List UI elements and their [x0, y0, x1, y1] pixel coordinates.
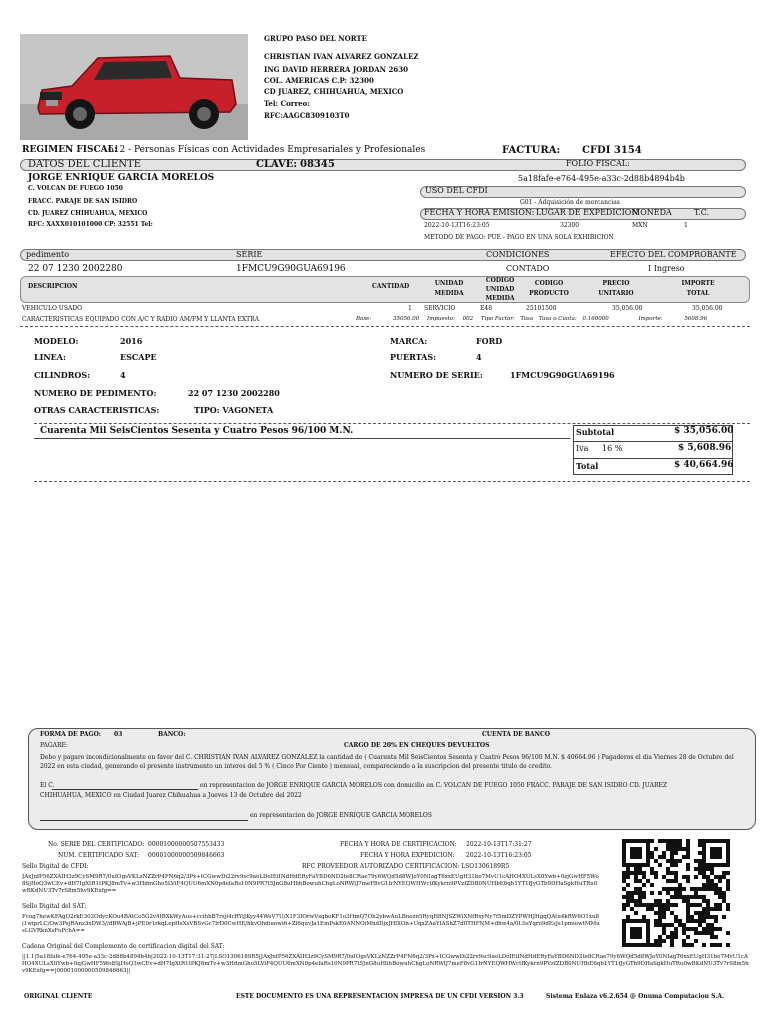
col-importe-total: IMPORTE TOTAL: [681, 280, 715, 297]
tax-tipo-label: Tipo Factor:: [480, 316, 515, 322]
row-unidad: SERVICIO: [424, 305, 456, 312]
tc-value: 1: [684, 222, 688, 229]
client-address-2: FRACC. PARAJE DE SAN ISIDRO: [28, 198, 138, 205]
totals-line-1: [573, 441, 733, 442]
datos-cliente-label: DATOS DEL CLIENTE: [28, 159, 141, 170]
client-address-1: C. VOLCAN DE FUEGO 1050: [28, 185, 123, 192]
clave-value: 08345: [300, 159, 335, 170]
issuer-owner: CHRISTIAN IVAN ALVAREZ GONZALEZ: [264, 52, 419, 61]
tc-label: T.C.: [694, 208, 710, 217]
issuer-colonia: COL. AMERICAS C.P: 32300: [264, 76, 374, 85]
row-codigo-unidad: E48: [480, 305, 493, 312]
subtotal-label: Subtotal: [576, 427, 615, 437]
forma-pago-label: FORMA DE PAGO:: [40, 731, 102, 738]
rfc-proveedor: RFC PROVEEDOR AUTORIZADO CERTIFICACION: LSO1306189R5: [302, 863, 510, 870]
uso-cfdi-value: G01 - Adquisición de mercancias: [520, 199, 620, 206]
pagare-text: Debo y pagare incondicionalmente en favor del C. CHRISTIAN IVAN ALVAREZ GONZALEZ la cantidad de ( Cuarenta Mil SeisCientos Sesenta y Cuatro Pesos 96/100 M.N. $ 40664.96 ) Pagaderos el dia Viernes 28 de Octubre del 2022 en esta ciudad, generando el presente instrumento un interes del 5 % ( Cinco Por Ciento ) mensual, compareciendo a la suscripcion del presente titulo de credito.: [40, 754, 734, 770]
issuer-rfc: RFC:AAGC8309103T0: [264, 111, 350, 120]
linea-value: ESCAPE: [120, 352, 157, 362]
pagare-representacion-2: en representacion de JORGE ENRIQUE GARCIA MORELOS: [250, 812, 432, 819]
sello-sat-value: Fcog7hewKFAgO2rkE302OdycKOu4BAtCo5G2v4tBXkWyAus+ccihhB7rsji4cRYiJKyy44WeV7U/X1F3IOrwVsqboKF1o3HmQ7Oh2ybwAuLBnozn5RyqH8NJSZWiXNfRxyNy7f5mDZYPWHJHgqQAtu4kRW6O1xu8j1wiprLC/Ow3PsjRAnz3xDW3//dBWAjB+jPE0r1rkqLepHsXsVBSvGc7lrD0CwHE/hkvOhdiuowi6+Zl6quvJa1EmPskE0ANNOiMndDjxJHlXOn+UqxZAaYIAShZ7d0THFNM+dhw4a/0LSsYqro9dEsJs1pmiewtMMusLGVRknXsFoPchA==: [22, 914, 600, 934]
factura-number: CFDI 3154: [582, 145, 642, 156]
efecto-label: EFECTO DEL COMPROBANTE: [610, 250, 737, 259]
client-address-3: CD. JUAREZ CHIHUAHUA, MEXICO: [28, 210, 148, 217]
num-cert-sat-label: NUM. CERTIFICADO SAT:: [58, 852, 140, 859]
iva-label: Iva: [576, 444, 589, 453]
issuer-tel: Tel: Correo:: [264, 99, 310, 108]
condiciones-value: CONTADO: [506, 264, 550, 273]
signature-line-1: [52, 789, 198, 790]
pedimento-label: pedimento: [26, 250, 70, 259]
otras-caracteristicas-value: TIPO: VAGONETA: [194, 405, 274, 415]
sello-cfdi-label: Sello Digital de CFDI:: [22, 863, 89, 870]
row-importe: 35,056.00: [692, 305, 723, 312]
lugar-expedicion-label: LUGAR DE EXPEDICION: [536, 208, 639, 217]
footer-representacion: ESTE DOCUMENTO ES UNA REPRESENTACION IMPRESA DE UN CFDI VERSION 3.3: [236, 993, 524, 1000]
condiciones-label: CONDICIONES: [486, 250, 550, 259]
num-cert-sat-value: 00001000000509846663: [148, 852, 225, 859]
banco-label: BANCO:: [158, 731, 186, 738]
col-cantidad: CANTIDAD: [372, 283, 410, 290]
row-codigo-producto: 25101500: [526, 305, 557, 312]
vehicle-photo: [20, 34, 248, 140]
clave-label: CLAVE:: [256, 159, 298, 170]
puertas-label: PUERTAS:: [390, 352, 437, 362]
issuer-name: GRUPO PASO DEL NORTE: [264, 34, 367, 43]
pickup-truck-icon: [20, 34, 248, 140]
tax-tipo-value: Tasa: [520, 316, 534, 322]
modelo-value: 2016: [120, 336, 143, 346]
uso-cfdi-label: USO DEL CFDI: [425, 186, 488, 195]
issuer-city: CD JUAREZ, CHIHUAHUA, MEXICO: [264, 87, 404, 96]
col-unidad-medida: UNIDAD MEDIDA: [434, 280, 464, 297]
moneda-label: MONEDA: [632, 208, 672, 217]
row-precio: 35,056.00: [612, 305, 643, 312]
col-codigo-unidad: CODIGO UNIDAD MEDIDA: [485, 277, 515, 302]
cadena-original-label: Cadena Original del Complemento de certificacion digital del SAT:: [22, 943, 225, 950]
pagare-label: PAGARE:: [40, 742, 68, 749]
factura-label: FACTURA:: [502, 145, 561, 156]
efecto-value: I Ingreso: [648, 264, 685, 273]
no-serie-cert-value: 00001000000507553433: [148, 841, 225, 848]
tax-tasa-value: 0.160000: [582, 316, 609, 322]
tax-importe-label: Importe:: [638, 316, 663, 322]
fecha-emision-label: FECHA Y HORA EMISION:: [424, 208, 535, 217]
col-descripcion: DESCRIPCION: [28, 283, 78, 290]
no-serie-cert-label: No. SERIE DEL CERTIFICADO:: [48, 841, 145, 848]
linea-label: LINEA:: [34, 352, 66, 362]
regimen-value: 612 - Personas Físicas con Actividades Empresariales y Profesionales: [108, 145, 426, 155]
otras-caracteristicas-label: OTRAS CARACTERISTICAS:: [34, 405, 160, 415]
numero-serie-value: 1FMCU9G90GUA69196: [510, 370, 615, 380]
numero-serie-label: NUMERO DE SERIE:: [390, 370, 483, 380]
pagare-representacion: en representacion de JORGE ENRIQUE GARCIA MORELOS con domicilio en C. VOLCAN DE FUEGO 1050 FRACC. PARAJE DE SAN ISIDRO CD. JUAREZ: [200, 782, 668, 789]
metodo-pago: METODO DE PAGO: PUE - PAGO EN UNA SOLA EXHIBICION: [424, 234, 614, 241]
moneda-value: MXN: [632, 222, 648, 229]
row-caracteristicas: CARACTERISTICAS EQUIPADO CON A/C Y RADIO AM/FM Y LLANTA EXTRA: [22, 316, 260, 323]
tax-base-value: 35056.00: [393, 316, 420, 322]
pagare-el-c: El C.: [40, 782, 55, 789]
regimen-label: REGIMEN FISCAL:: [22, 145, 118, 155]
signature-line-2: [40, 820, 248, 821]
totals-top-divider: [34, 423, 750, 424]
footer-sistema: Sistema Enlaza v6.2.654 @ Onuma Computacion S.A.: [546, 993, 725, 1000]
subtotal-value: $ 35,056.00: [674, 426, 734, 436]
client-rfc: RFC: XAXX010101000 CP: 32551 Tel:: [28, 221, 153, 228]
puertas-value: 4: [476, 352, 482, 362]
footer-original-cliente: ORIGINAL CLIENTE: [24, 993, 93, 1000]
pagare-ciudad: CHIHUAHUA, MEXICO en Ciudad Juarez Chihuahua a Jueves 13 de Octubre del 2022: [40, 792, 302, 799]
cadena-original-value: ||1.1|5a18fafe-e764-495e-a33c-2d88b4894b4b|2022-10-13T17:31:27|LSO1306189R5|JAxJnfP56ZXAIH3z9CySM9R7/0uIOgsVKLzNZZrP4FN6q2/3Px+tCGwwDi22rv9sc9aoLDoIEiINdHdERyFaYBD6ND2te8CRae79y6WQd5d8WJoY0NIagT6xxEUgH31bo7MvU1cAHO4XULsX0Ywb+0zjGwHF5Wo8SjHoQ3wCEv+dH7IgXtR1tPKJ8mTv+w3HdmGho5LViF4QUU6mXN0p4efaRs10N9PR7t5JnG8uHlihBowuhChgLoNRWlJ7meF8vG1IrNYEQWHWctfKykrn9PVzfZDB0NUHbE6qb1YT1fJyGTb9DHaSgkHuTRu0wBKdNU3Tv7rS8m5hv9KExfg==|00001000000509846663||: [22, 954, 749, 974]
tax-tasa-label: Tasa o Cuota:: [538, 316, 577, 322]
fecha-exp-value: 2022-10-13T16:23:05: [466, 852, 532, 859]
amount-in-words: Cuarenta Mil SeisCientos Sesenta y Cuatro Pesos 96/100 M.N.: [40, 426, 354, 436]
row-descripcion: VEHICULO USADO: [22, 305, 83, 312]
iva-percent: 16 %: [602, 444, 623, 453]
fecha-cert-value: 2022-10-13T17:31:27: [466, 841, 532, 848]
cargo-cheques-label: CARGO DE 20% EN CHEQUES DEVUELTOS: [344, 742, 490, 749]
cuenta-banco-label: CUENTA DE BANCO: [482, 731, 551, 738]
folio-fiscal-label: FOLIO FISCAL:: [566, 159, 630, 168]
totals-bottom-divider: [34, 481, 750, 482]
numero-pedimento-value: 22 07 1230 2002280: [188, 388, 280, 398]
folio-fiscal-value: 5a18fafe-e764-495e-a33c-2d88b4894b4b: [518, 174, 685, 183]
totals-line-2: [573, 458, 733, 459]
col-codigo-producto: CODIGO PRODUCTO: [529, 280, 569, 297]
tax-impuesto-label: Impuesto:: [427, 316, 455, 322]
row-tax-detail: [356, 316, 707, 322]
pedimento-value: 22 07 1230 2002280: [28, 264, 123, 274]
col-precio-unitario: PRECIO UNITARIO: [598, 280, 634, 297]
forma-pago-value: 03: [114, 731, 123, 738]
fecha-emision-value: 2022-10-13T16:23:05: [424, 222, 490, 229]
sello-cfdi-value: JAxJnfP56ZXAIH3z9CySM9R7/0uIOgsVKLzNZZrP4FN6q2/3Px+tCGwwDi22rv9sc9aoLDoIEiINdHdERyFaYBD6ND2te8CRae79y6WQd5d8WJoY0NIagT6xxEUgH31bo7MvU1cAHO4XULsX0Ywb+0zjGwHF5Wo8SjHoQ3wCEv+dH7IgXtR1tPKJ8mTv+w3HdmGho5LViF4QUU6mXN0p4efaRs10N9PR7t5JnG8uHlihBowuhChgLoNRWlJ7meF8vG1IrNYEQWHWctfKykrn9PVzfZDB0NUHbE6qb1YT1fJyGTb9DHaSgkHuTRu0wBKdNU3Tv7rS8m5hv9KExfg==: [22, 874, 599, 894]
row-divider: [20, 326, 750, 327]
numero-pedimento-label: NUMERO DE PEDIMENTO:: [34, 388, 157, 398]
iva-value: $ 5,608.96: [678, 443, 732, 453]
marca-value: FORD: [476, 336, 503, 346]
amount-underline: [34, 438, 570, 439]
fecha-cert-label: FECHA Y HORA DE CERTIFICACION:: [340, 841, 457, 848]
total-value: $ 40,664.96: [674, 460, 734, 470]
modelo-label: MODELO:: [34, 336, 79, 346]
cilindros-label: CILINDROS:: [34, 370, 91, 380]
tax-base-label: Base:: [356, 316, 372, 322]
serie-value: 1FMCU9G90GUA69196: [236, 264, 346, 274]
client-name: JORGE ENRIQUE GARCIA MORELOS: [28, 173, 215, 183]
fecha-exp-label: FECHA Y HORA EXPEDICION:: [360, 852, 455, 859]
tax-importe-value: 5608.96: [684, 316, 708, 322]
lugar-expedicion-value: 32300: [560, 222, 580, 229]
marca-label: MARCA:: [390, 336, 428, 346]
issuer-street: ING DAVID HERRERA JORDAN 2630: [264, 65, 408, 74]
sello-sat-label: Sello Digital del SAT:: [22, 903, 87, 910]
cilindros-value: 4: [120, 370, 126, 380]
tax-impuesto-value: 002: [462, 316, 474, 322]
total-label: Total: [576, 461, 599, 471]
serie-label: SERIE: [236, 250, 263, 259]
qr-code-icon: [608, 838, 746, 948]
row-cantidad: 1: [408, 305, 412, 312]
